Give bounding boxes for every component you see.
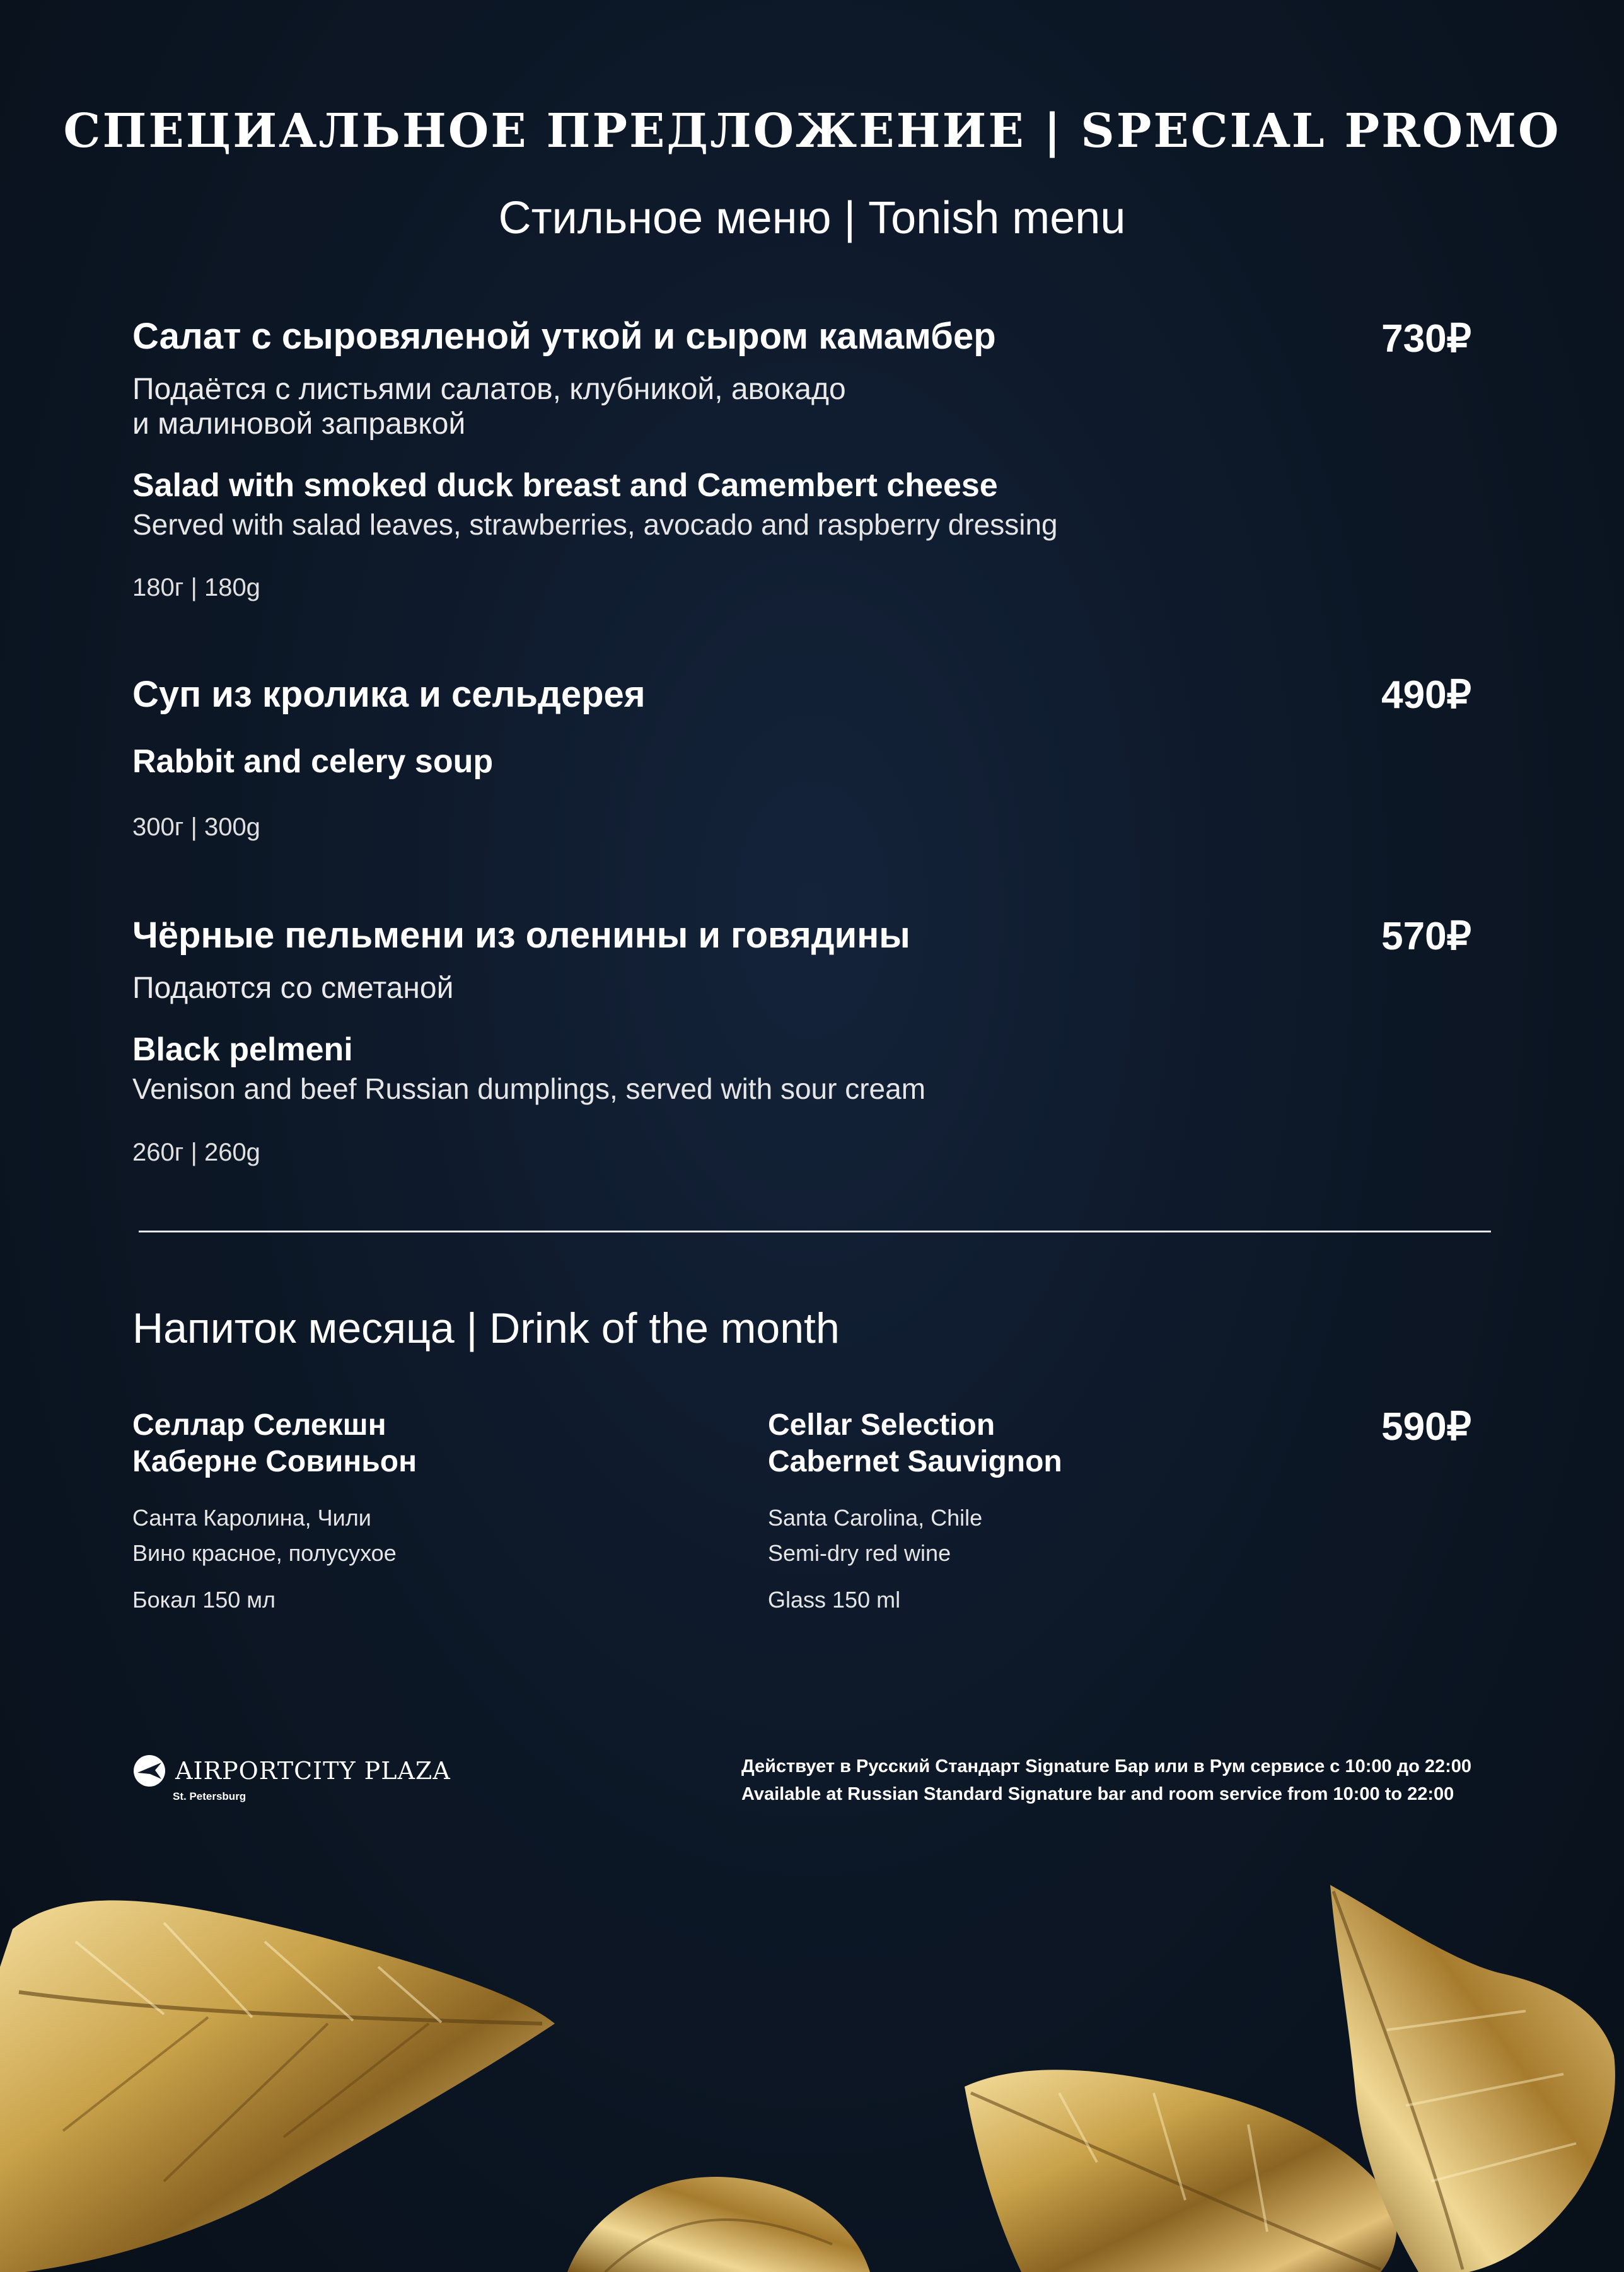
dish-1-en-desc: Served with salad leaves, strawberries, avocado and raspberry dressing (132, 508, 1058, 541)
wine-en-name-line-1: Cellar Selection (768, 1408, 995, 1442)
hotel-logo (132, 1754, 451, 1788)
logo-wordmark: AIRPORTCITY PLAZA (175, 1757, 451, 1785)
availability-note (741, 1753, 1471, 1808)
wine-ru-name-line-2: Каберне Совиньон (132, 1445, 417, 1478)
leaf-center-icon (567, 2177, 870, 2272)
logo-city: St. Petersburg (173, 1790, 246, 1802)
wine-en-glass: Glass 150 ml (768, 1587, 901, 1613)
wine-price: 590₽ (1381, 1405, 1471, 1449)
wine-ru-origin: Санта Каролина, Чили (132, 1505, 371, 1531)
wine-ru-type: Вино красное, полусухое (132, 1540, 397, 1566)
plane-logo-icon (132, 1754, 166, 1788)
page-title: СПЕЦИАЛЬНОЕ ПРЕДЛОЖЕНИЕ | SPECIAL PROMO (63, 104, 1561, 158)
dish-2-en-title: Rabbit and celery soup (132, 743, 494, 780)
dish-1-weight: 180г | 180g (132, 574, 260, 601)
availability-en: Available at Russian Standard Signature bar and room service from 10:00 to 22:00 (741, 1784, 1454, 1804)
wine-ru-glass: Бокал 150 мл (132, 1587, 276, 1613)
dish-2-price: 490₽ (1381, 673, 1471, 717)
wine-en-origin: Santa Carolina, Chile (768, 1505, 983, 1531)
leaf-left-large-icon (0, 1901, 555, 2272)
leaf-right-bottom-icon (965, 2070, 1396, 2272)
dish-1-ru-desc-line-1: Подаётся с листьями салатов, клубникой, авокадо (132, 373, 846, 406)
dish-3-price: 570₽ (1381, 915, 1471, 958)
dish-3-en-title: Black pelmeni (132, 1031, 353, 1068)
dish-3-en-desc: Venison and beef Russian dumplings, served with sour cream (132, 1072, 926, 1105)
dish-1-price: 730₽ (1381, 317, 1471, 361)
dish-1-en-title: Salad with smoked duck breast and Camembert cheese (132, 467, 998, 504)
dish-2-ru-title: Суп из кролика и сельдерея (132, 674, 646, 715)
dish-3-ru-title: Чёрные пельмени из оленины и говядины (132, 915, 910, 956)
wine-ru-name-line-1: Селлар Селекшн (132, 1408, 386, 1442)
gold-leaves-decoration (0, 1866, 1624, 2272)
wine-en-name-line-2: Cabernet Sauvignon (768, 1445, 1062, 1478)
wine-en-type: Semi-dry red wine (768, 1540, 951, 1566)
dish-2-weight: 300г | 300g (132, 813, 260, 841)
drink-heading: Напиток месяца | Drink of the month (132, 1304, 840, 1352)
availability-ru: Действует в Русский Стандарт Signature Бар или в Рум сервисе с 10:00 до 22:00 (741, 1756, 1472, 1776)
dish-1-ru-desc-line-2: и малиновой заправкой (132, 407, 466, 441)
dish-3-ru-desc: Подаются со сметаной (132, 971, 454, 1005)
dish-1-ru-title: Салат с сыровяленой уткой и сыром камамбер (132, 316, 996, 357)
menu-subtitle: Стильное меню | Tonish menu (498, 193, 1126, 243)
section-divider (139, 1231, 1491, 1232)
dish-3-weight: 260г | 260g (132, 1139, 260, 1166)
